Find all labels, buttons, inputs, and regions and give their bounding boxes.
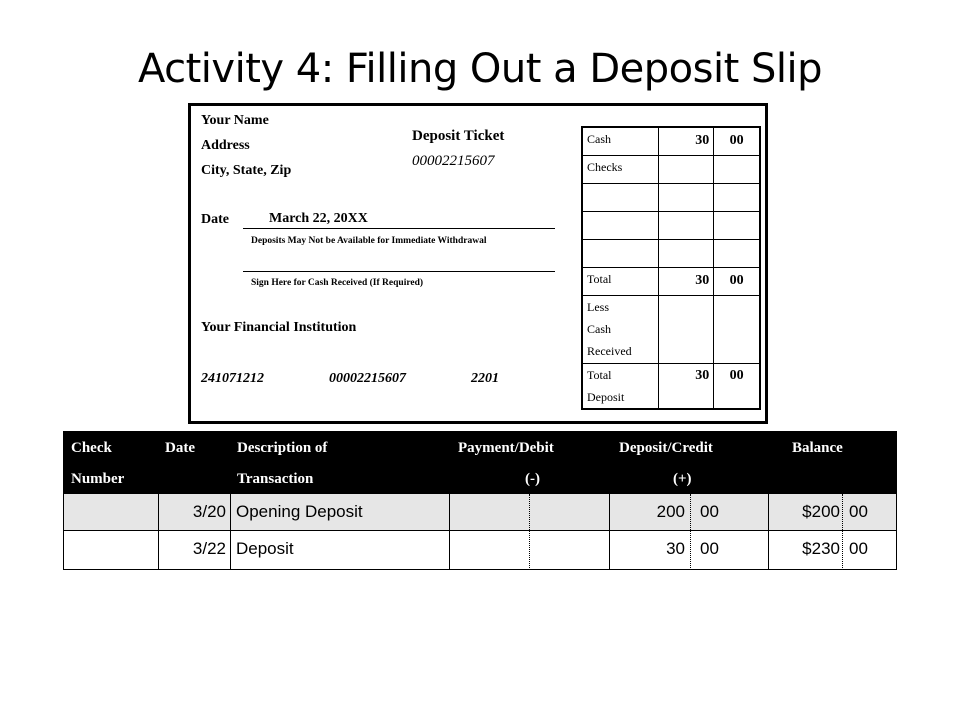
header-check: Check bbox=[71, 440, 112, 456]
date-line bbox=[243, 228, 555, 229]
check-number: 2201 bbox=[471, 371, 499, 386]
register-header bbox=[63, 431, 897, 494]
column-divider bbox=[449, 494, 450, 570]
column-divider bbox=[230, 494, 231, 570]
row-date: 3/22 bbox=[192, 539, 226, 558]
cents-divider bbox=[529, 494, 530, 570]
column-divider bbox=[768, 494, 769, 570]
deposit-ticket-number: 00002215607 bbox=[412, 153, 495, 169]
deposit-slip bbox=[188, 103, 768, 424]
less-cash-received-label: Less Cash Received bbox=[582, 295, 659, 363]
row-check-number bbox=[63, 531, 158, 569]
cash-label: Cash bbox=[582, 127, 659, 155]
row-date: 3/20 bbox=[192, 502, 226, 521]
row-balance-dollars: $200 bbox=[802, 502, 840, 521]
header-balance: Balance bbox=[792, 440, 843, 456]
header-transaction: Transaction bbox=[237, 471, 314, 487]
checks-row bbox=[582, 155, 760, 183]
row-description: Opening Deposit bbox=[236, 502, 363, 521]
your-name-label: Your Name bbox=[201, 113, 269, 128]
header-deposit-sign: (+) bbox=[673, 471, 692, 487]
slide-title: Activity 4: Filling Out a Deposit Slip bbox=[137, 46, 823, 92]
total-deposit-row bbox=[582, 363, 760, 409]
header-date: Date bbox=[165, 440, 195, 456]
deposit-ticket-label: Deposit Ticket bbox=[412, 128, 505, 144]
availability-note: Deposits May Not be Available for Immediate Withdrawal bbox=[251, 236, 487, 246]
row-payment-cents bbox=[529, 531, 609, 569]
date-value: March 22, 20XX bbox=[269, 211, 368, 226]
row-description: Deposit bbox=[236, 539, 294, 558]
total-deposit-dollars: 30 bbox=[659, 363, 714, 409]
cents-divider bbox=[690, 494, 691, 570]
column-divider bbox=[896, 494, 897, 570]
row-balance-cents: 00 bbox=[849, 539, 868, 558]
date-label: Date bbox=[201, 212, 229, 227]
row-deposit-cents: 00 bbox=[700, 539, 719, 558]
header-description: Description of bbox=[237, 440, 328, 456]
cents-divider bbox=[842, 494, 843, 570]
checks-label: Checks bbox=[582, 155, 659, 183]
cash-cents: 00 bbox=[714, 127, 760, 155]
cash-dollars: 30 bbox=[659, 127, 714, 155]
row-deposit-cents: 00 bbox=[700, 502, 719, 521]
address-label: Address bbox=[201, 138, 250, 153]
row-check-number bbox=[63, 494, 158, 530]
institution-label: Your Financial Institution bbox=[201, 320, 357, 335]
total-dollars: 30 bbox=[659, 267, 714, 295]
column-divider bbox=[609, 494, 610, 570]
row-payment-dollars bbox=[449, 531, 529, 569]
routing-number: 241071212 bbox=[201, 371, 264, 386]
row-payment-dollars bbox=[449, 494, 529, 530]
table-row bbox=[63, 531, 897, 570]
sign-note: Sign Here for Cash Received (If Required) bbox=[251, 278, 424, 288]
header-payment: Payment/Debit bbox=[458, 440, 554, 456]
total-deposit-label: Total Deposit bbox=[582, 363, 659, 409]
cash-row bbox=[582, 127, 760, 155]
deposit-amounts-table bbox=[581, 126, 761, 410]
column-divider bbox=[158, 494, 159, 570]
less-cash-received-row bbox=[582, 295, 760, 363]
row-deposit-dollars: 30 bbox=[666, 539, 685, 558]
header-number: Number bbox=[71, 471, 125, 487]
header-payment-sign: (-) bbox=[525, 471, 540, 487]
column-divider bbox=[63, 494, 64, 570]
account-number: 00002215607 bbox=[329, 371, 406, 386]
table-row bbox=[63, 494, 897, 531]
city-state-zip-label: City, State, Zip bbox=[201, 163, 292, 178]
total-deposit-cents: 00 bbox=[714, 363, 760, 409]
header-deposit: Deposit/Credit bbox=[619, 440, 713, 456]
row-payment-cents bbox=[529, 494, 609, 530]
check-entry-row bbox=[582, 183, 760, 211]
total-label: Total bbox=[582, 267, 659, 295]
row-balance-dollars: $230 bbox=[802, 539, 840, 558]
total-cents: 00 bbox=[714, 267, 760, 295]
row-deposit-dollars: 200 bbox=[656, 502, 685, 521]
signature-line bbox=[243, 271, 555, 272]
row-balance-cents: 00 bbox=[849, 502, 868, 521]
total-row bbox=[582, 267, 760, 295]
check-entry-row bbox=[582, 211, 760, 239]
check-register bbox=[63, 431, 897, 570]
check-entry-row bbox=[582, 239, 760, 267]
